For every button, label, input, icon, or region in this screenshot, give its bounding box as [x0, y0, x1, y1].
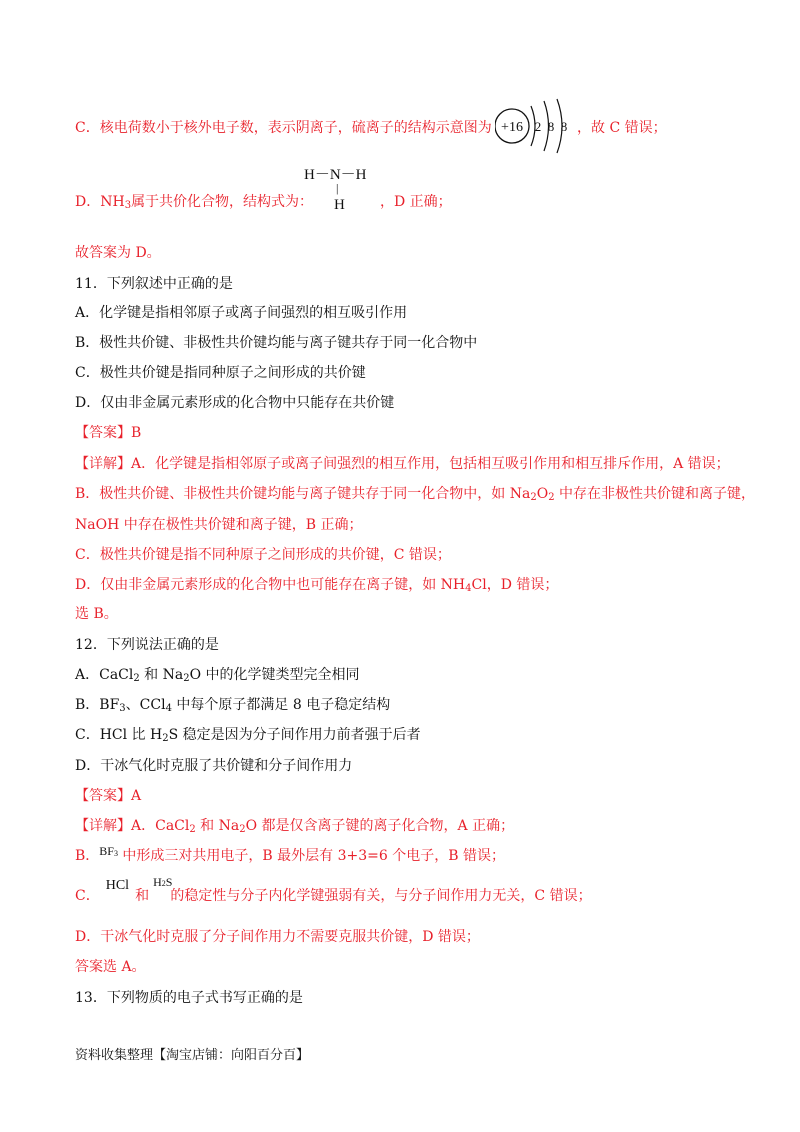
q12-option-b — [75, 696, 390, 714]
q12-detail-a — [75, 817, 514, 835]
q11-option-b: B．极性共价键、非极性共价键均能与离子键共存于同一化合物中 — [75, 335, 478, 351]
q12-db-formula: BF — [99, 844, 114, 858]
q11-answer: 【答案】B — [75, 425, 142, 441]
q12-ob-a: B．BF — [75, 697, 120, 713]
q12-stem: 12．下列说法正确的是 — [75, 637, 219, 653]
q12-conclusion: 答案选 A。 — [75, 959, 146, 975]
nucleus-charge: +16 — [501, 120, 523, 135]
q12-db-sub: 3 — [113, 849, 118, 858]
q12-oc-s: 2 — [162, 733, 169, 744]
q11-detail-c: C．极性共价键是指不同种原子之间形成的共价键，C 错误； — [75, 547, 451, 563]
q12-dc-rest: 的稳定性与分子内化学键强弱有关，与分子间作用力无关，C 错误； — [170, 888, 592, 904]
q11-detail-a: 【详解】A．化学键是指相邻原子或离子间强烈的相互作用，包括相互吸引作用和相互排斥作用，A 错误； — [75, 456, 730, 472]
q12-dc-hcl: HCl — [105, 878, 130, 893]
q13-stem: 13．下列物质的电子式书写正确的是 — [75, 990, 303, 1006]
q11-option-c: C．极性共价键是指同种原子之间形成的共价键 — [75, 365, 366, 381]
q12-da-b: 和 Na — [195, 818, 240, 834]
struct-bond: | — [336, 181, 339, 195]
q12-db-rest: 中形成三对共用电子，B 最外层有 3+3=6 个电子，B 错误； — [117, 848, 505, 864]
ammonia-structural-formula — [304, 166, 384, 216]
q10-d-middle: 属于共价化合物，结构式为： — [131, 194, 314, 210]
q11-dd-s: 4 — [465, 583, 472, 594]
q11-option-a: A．化学键是指相邻原子或离子间强烈的相互吸引作用 — [75, 305, 408, 321]
q10-option-d-suffix: ，D 正确； — [380, 194, 452, 210]
q12-ob-b: 、CCl — [125, 697, 166, 713]
q12-da-s2: 2 — [239, 824, 246, 835]
q12-option-c — [75, 726, 421, 744]
q10-option-c — [75, 119, 492, 137]
q10-option-c-suffix: ，故 C 错误； — [577, 120, 667, 136]
q12-oa-s1: 2 — [133, 673, 140, 684]
q12-db-prefix: B． — [75, 848, 100, 864]
q11-db-c: 中存在非极性共价键和离子键， — [554, 486, 756, 502]
q12-da-s1: 2 — [189, 824, 196, 835]
q12-ob-c: 中每个原子都满足 8 电子稳定结构 — [171, 697, 391, 713]
q12-oa-b: 和 Na — [139, 667, 184, 683]
q11-option-d: D．仅由非金属元素形成的化合物中只能存在共价键 — [75, 395, 395, 411]
shell-2-electrons: 8 — [547, 119, 555, 134]
q11-db-b: O — [536, 486, 549, 502]
page-footer: 资料收集整理【淘宝店铺：向阳百分百】 — [75, 1048, 310, 1063]
q12-dc-s: S — [165, 875, 173, 889]
q10-d-sub: 3 — [124, 200, 132, 211]
sulfide-ion-structure-diagram — [495, 98, 575, 154]
q12-oa-s2: 2 — [183, 673, 190, 684]
q10-option-d — [75, 193, 313, 211]
q12-oa-a: A．CaCl — [75, 667, 134, 683]
q10-d-prefix: D．NH — [75, 194, 125, 210]
q11-dd-a: D．仅由非金属元素形成的化合物中也可能存在离子键，如 NH — [75, 577, 466, 593]
q12-da-a: 【详解】A．CaCl — [75, 818, 190, 834]
q12-option-a — [75, 666, 360, 684]
q11-detail-d — [75, 576, 558, 594]
q12-option-d: D．干冰气化时克服了共价键和分子间作用力 — [75, 758, 353, 774]
q12-detail-d: D．干冰气化时克服了分子间作用力不需要克服共价键，D 错误； — [75, 929, 480, 945]
q12-ob-s2: 4 — [165, 703, 172, 714]
q11-dd-b: Cl，D 错误； — [471, 577, 559, 593]
q11-db-s2: 2 — [548, 492, 555, 503]
q11-conclusion: 选 B。 — [75, 606, 118, 622]
q12-dc-prefix: C． — [75, 888, 100, 904]
q12-dc-h: H — [153, 875, 162, 889]
q12-detail-b — [75, 844, 505, 865]
q12-da-c: O 都是仅含离子键的离子化合物，A 正确； — [245, 818, 515, 834]
q11-db-a: B．极性共价键、非极性共价键均能与离子键共存于同一化合物中，如 Na — [75, 486, 531, 502]
q10-conclusion: 故答案为 D。 — [75, 245, 161, 261]
q12-dc-and: 和 — [135, 888, 150, 904]
struct-bottom-h: H — [334, 197, 345, 213]
q11-db-s1: 2 — [530, 492, 537, 503]
q12-answer: 【答案】A — [75, 788, 142, 804]
q12-dc-hs: 2 — [161, 879, 166, 888]
shell-1-electrons: 2 — [534, 119, 542, 134]
q11-stem: 11．下列叙述中正确的是 — [75, 276, 233, 292]
shell-3-electrons: 8 — [560, 119, 568, 134]
q12-oa-c: O 中的化学键类型完全相同 — [189, 667, 360, 683]
q12-oc-a: C．HCl 比 H — [75, 727, 163, 743]
q12-detail-c — [75, 875, 592, 906]
struct-top-row: H－N－H — [304, 167, 367, 183]
q12-ob-s1: 3 — [119, 703, 126, 714]
q11-detail-b-line2: NaOH 中存在极性共价键和离子键，B 正确； — [75, 517, 363, 533]
q12-oc-b: S 稳定是因为分子间作用力前者强于后者 — [168, 727, 421, 743]
q10-c-text: C．核电荷数小于核外电子数，表示阴离子，硫离子的结构示意图为 — [75, 120, 492, 136]
q11-detail-b-line1 — [75, 485, 755, 503]
